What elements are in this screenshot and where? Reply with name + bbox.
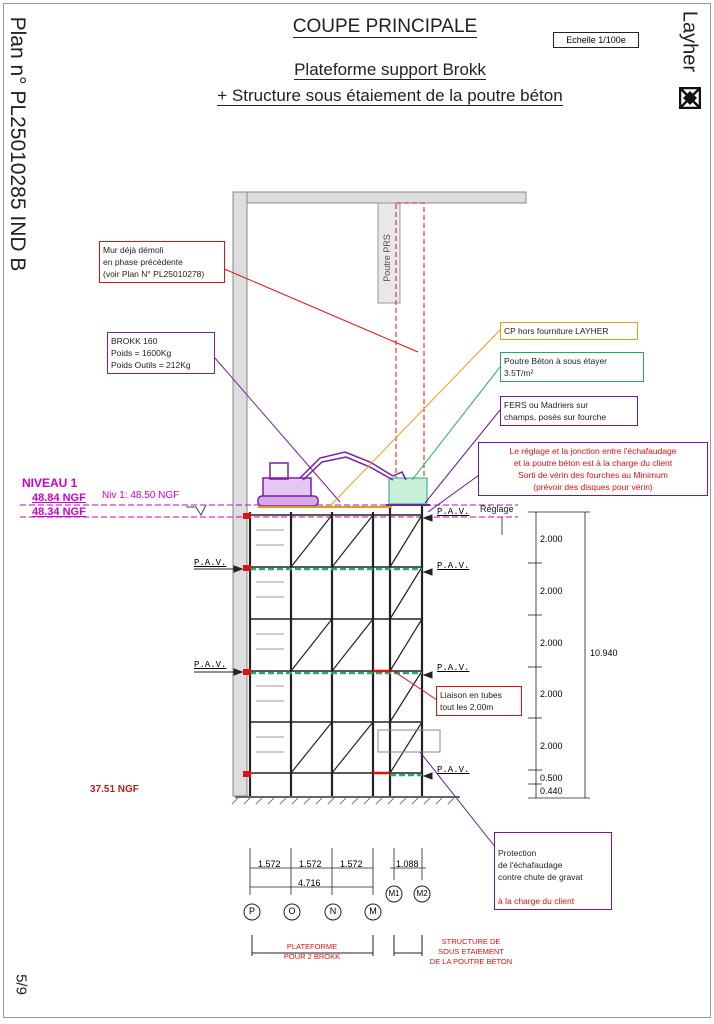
dim-seg-1: 2.000 xyxy=(540,534,563,544)
axis-m: M xyxy=(369,906,377,916)
note-liaison: Liaison en tubes tout les 2.00m xyxy=(436,686,522,716)
pav-label-left-2: P.A.V. xyxy=(194,660,227,670)
ngf-mid-label: 48.34 NGF xyxy=(32,506,86,518)
pav-label-right-1: P.A.V. xyxy=(437,507,470,517)
scaffold-ledgers xyxy=(250,515,422,773)
ngf-bottom-label: 37.51 NGF xyxy=(90,784,139,795)
label-platform: PLATEFORME POUR 2 BROKK xyxy=(283,942,341,961)
note-protection xyxy=(494,832,612,910)
pav-label-right-3: P.A.V. xyxy=(437,663,470,673)
pav-label-right-4: P.A.V. xyxy=(437,765,470,775)
axis-m2: M2 xyxy=(416,889,428,898)
page-number: 5/9 xyxy=(12,974,30,995)
poutre-beton-block xyxy=(389,478,427,504)
axis-m1: M1 xyxy=(388,889,400,898)
protection-client: à la charge du client xyxy=(498,896,575,906)
roof-slab xyxy=(233,192,526,203)
dim-total: 10.940 xyxy=(590,648,618,658)
poutre-prs-label: Poutre PRS xyxy=(382,234,392,282)
scaffold-diagonals xyxy=(291,515,422,773)
axis-n: N xyxy=(329,906,337,916)
dim-bays-total: 4.716 xyxy=(298,878,321,888)
scaffold-stairs xyxy=(256,530,284,752)
dim-bay-3: 1.572 xyxy=(340,859,363,869)
building-wall xyxy=(233,192,247,796)
dim-right-bay: 1.088 xyxy=(396,859,419,869)
dim-seg-6: 0.500 xyxy=(540,773,563,783)
dim-seg-3: 2.000 xyxy=(540,638,563,648)
brand-logo-text: Layher xyxy=(678,10,701,73)
niv-label: Niv 1: 48.50 NGF xyxy=(102,490,180,501)
plan-number: Plan n° PL25010285 IND B xyxy=(6,16,29,272)
subtitle-line2: + Structure sous étaiement de la poutre béton xyxy=(217,86,563,105)
dim-seg-7: 0.440 xyxy=(540,786,563,796)
note-poutre-beton: Poutre Béton à sous étayer 3.5T/m² xyxy=(500,352,644,382)
subtitle-line1: Plateforme support Brokk xyxy=(294,60,486,79)
scale-box: Echelle 1/100e xyxy=(553,32,639,48)
niv-marker xyxy=(186,505,206,515)
dim-bay-1: 1.572 xyxy=(258,859,281,869)
brokk-machine xyxy=(258,452,406,506)
dim-seg-4: 2.000 xyxy=(540,689,563,699)
note-brokk: BROKK 160 Poids = 1600Kg Poids Outils = 212Kg xyxy=(107,332,215,374)
axis-o: O xyxy=(288,906,296,916)
pav-label-left-1: P.A.V. xyxy=(194,558,227,568)
note-reglage: Le réglage et la jonction entre l'échafaudage et la poutre béton est à la charge du client Sorti de vérin des fourches au Minimum (prévoir des disques pour vérin) xyxy=(478,442,708,496)
vertical-dimension-chain xyxy=(502,512,590,798)
pav-arrows xyxy=(194,515,432,779)
dim-seg-2: 2.000 xyxy=(540,586,563,596)
protection-text: Protection de l'échafaudage contre chute de gravat xyxy=(498,848,583,882)
protection-box xyxy=(378,730,440,752)
ngf-top-label: 48.84 NGF xyxy=(32,492,86,504)
dim-seg-5: 2.000 xyxy=(540,741,563,751)
label-structure: STRUCTURE DE SOUS ETAIEMENT DE LA POUTRE BETON xyxy=(429,937,513,966)
axis-p: P xyxy=(248,906,255,916)
dim-bay-2: 1.572 xyxy=(299,859,322,869)
niveau-label: NIVEAU 1 xyxy=(22,476,78,490)
pav-label-right-2: P.A.V. xyxy=(437,561,470,571)
note-fers: FERS ou Madriers sur champs, posés sur fourche xyxy=(500,396,638,426)
green-decks xyxy=(250,569,422,775)
note-wall: Mur déjà démoli en phase précédente (voir Plan N° PL25010278) xyxy=(99,241,225,283)
page-title: COUPE PRINCIPALE xyxy=(292,16,478,37)
reglage-label: Réglage xyxy=(480,504,514,514)
note-cp: CP hors fourniture LAYHER xyxy=(500,322,638,340)
